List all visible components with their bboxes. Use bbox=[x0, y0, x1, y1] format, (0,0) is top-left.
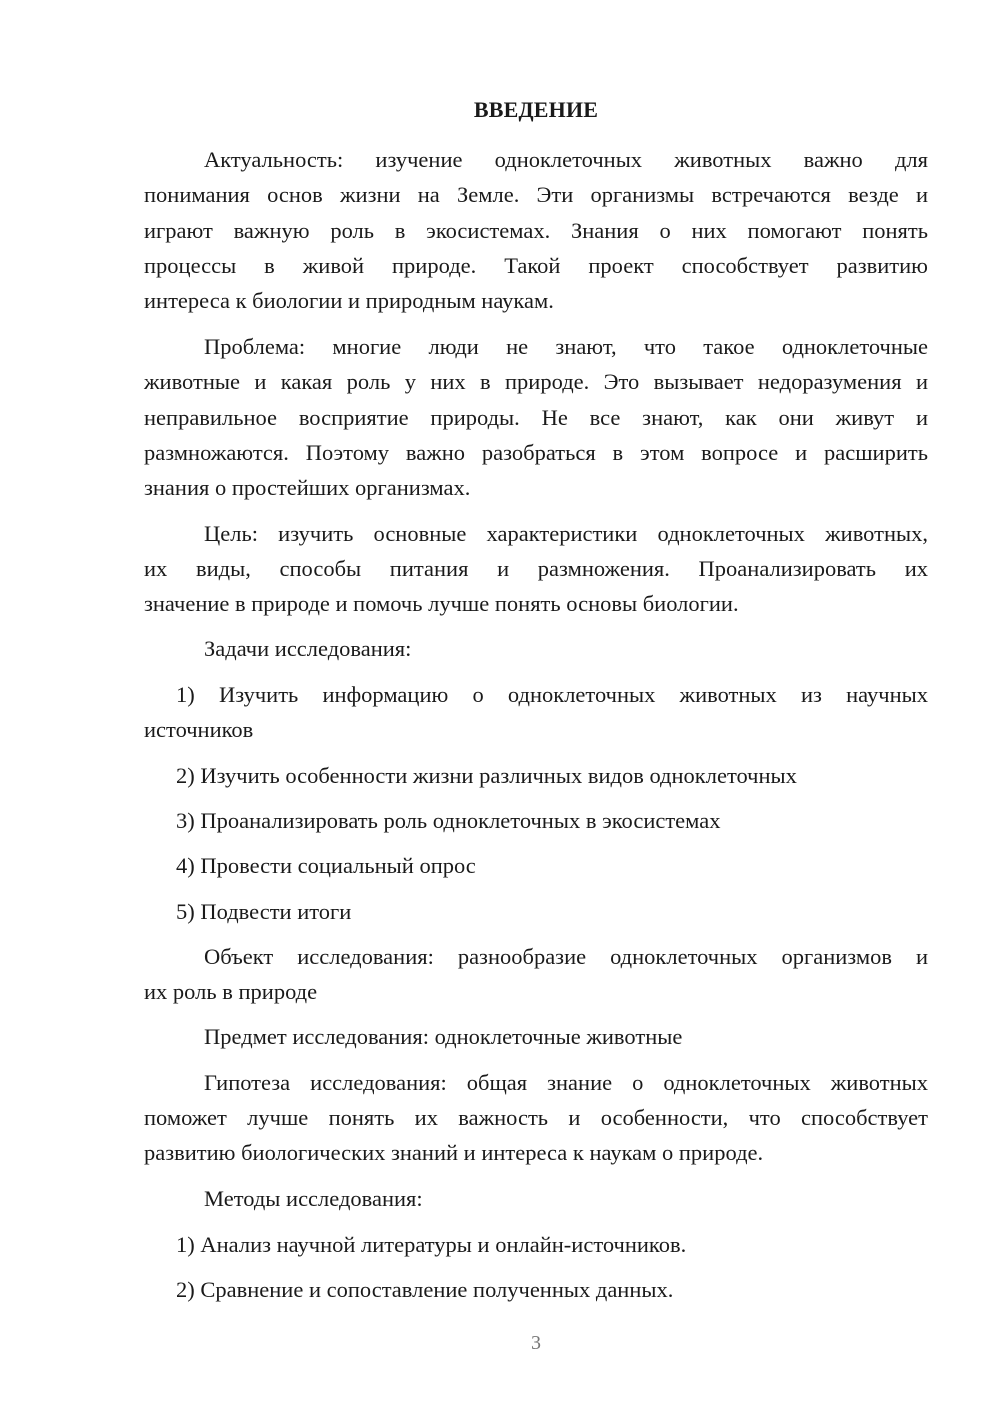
problem-line-1: Проблема: многие люди не знают, что такое одноклеточные bbox=[204, 334, 928, 359]
problem-line-4: размножаются. Поэтому важно разобраться в этом вопросе и расширить bbox=[144, 440, 928, 465]
goal-line-1: Цель: изучить основные характеристики одноклеточных животных, bbox=[204, 521, 928, 546]
hypothesis-line-2: поможет лучше понять их важность и особенности, что способствует bbox=[144, 1105, 928, 1130]
task-1-line-2: источников bbox=[144, 717, 254, 742]
tasks-heading: Задачи исследования: bbox=[204, 636, 412, 661]
problem-line-2: животные и какая роль у них в природе. Это вызывает недоразумения и bbox=[144, 369, 928, 394]
problem-line-5: знания о простейших организмах. bbox=[144, 475, 471, 500]
task-1-line-1: 1) Изучить информацию о одноклеточных животных из научных bbox=[176, 682, 928, 707]
problem-line-3: неправильное восприятие природы. Не все знают, как они живут и bbox=[144, 405, 928, 430]
goal-line-2: их виды, способы питания и размножения. Проанализировать их bbox=[144, 556, 928, 581]
page-number: 3 bbox=[531, 1332, 541, 1354]
method-1: 1) Анализ научной литературы и онлайн-источников. bbox=[176, 1232, 687, 1257]
method-2: 2) Сравнение и сопоставление полученных данных. bbox=[176, 1277, 674, 1302]
methods-heading: Методы исследования: bbox=[204, 1186, 423, 1211]
task-5: 5) Подвести итоги bbox=[176, 899, 352, 924]
hypothesis-line-1: Гипотеза исследования: общая знание о одноклеточных животных bbox=[204, 1070, 928, 1095]
object-line-1: Объект исследования: разнообразие одноклеточных организмов и bbox=[204, 944, 928, 969]
task-2: 2) Изучить особенности жизни различных видов одноклеточных bbox=[176, 763, 797, 788]
relevance-line-2: понимания основ жизни на Земле. Эти организмы встречаются везде и bbox=[144, 182, 928, 207]
subject-line: Предмет исследования: одноклеточные животные bbox=[204, 1024, 683, 1049]
hypothesis-line-3: развитию биологических знаний и интереса к наукам о природе. bbox=[144, 1140, 764, 1165]
relevance-line-4: процессы в живой природе. Такой проект способствует развитию bbox=[144, 253, 928, 278]
relevance-line-5: интереса к биологии и природным наукам. bbox=[144, 288, 554, 313]
relevance-line-3: играют важную роль в экосистемах. Знания о них помогают понять bbox=[144, 218, 928, 243]
page-title: ВВЕДЕНИЕ bbox=[473, 97, 599, 122]
task-4: 4) Провести социальный опрос bbox=[176, 853, 476, 878]
task-3: 3) Проанализировать роль одноклеточных в экосистемах bbox=[176, 808, 721, 833]
relevance-line-1: Актуальность: изучение одноклеточных животных важно для bbox=[204, 147, 928, 172]
goal-line-3: значение в природе и помочь лучше понять основы биологии. bbox=[144, 591, 739, 616]
object-line-2: их роль в природе bbox=[144, 979, 318, 1004]
